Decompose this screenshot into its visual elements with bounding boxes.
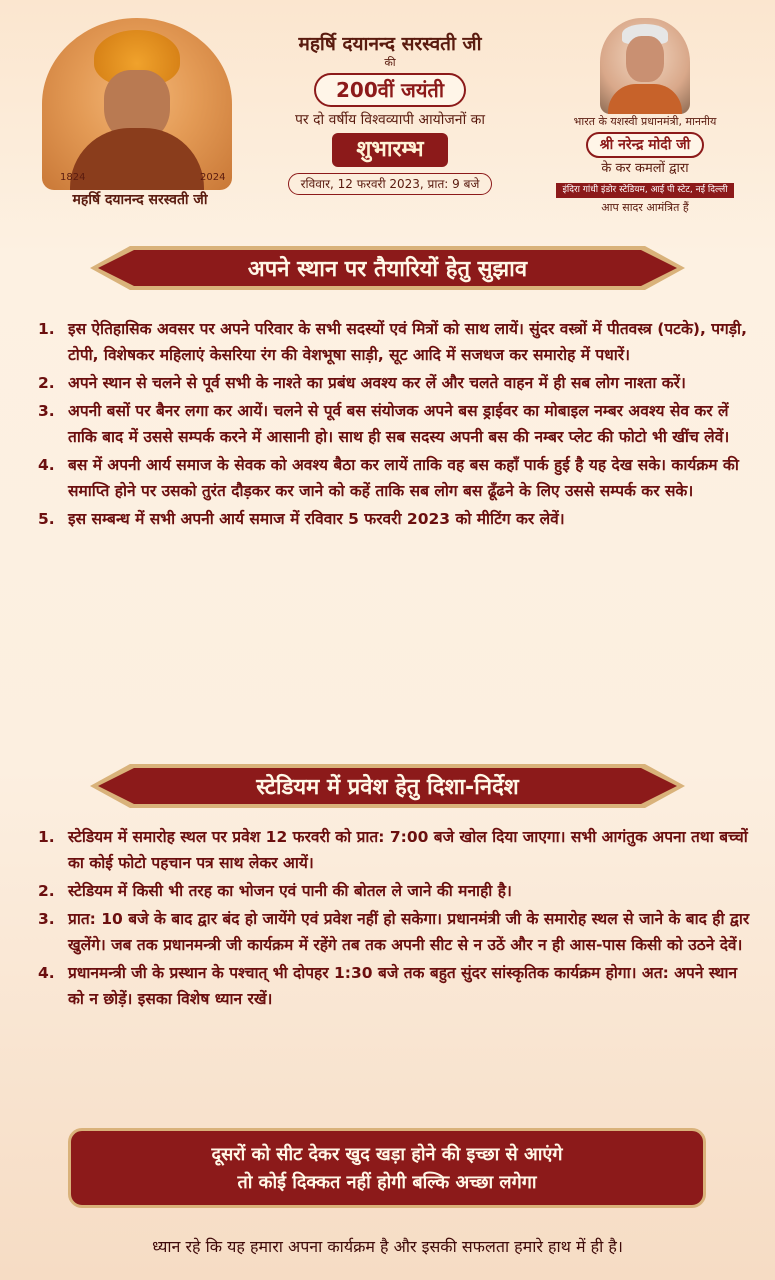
footer-note: ध्यान रहे कि यह हमारा अपना कार्यक्रम है और इसकी सफलता हमारे हाथ में ही है। [152,1237,623,1256]
portrait-caption: महर्षि दयानन्द सरस्वती जी [72,192,208,208]
event-subline: पर दो वर्षीय विश्वव्यापी आयोजनों का [294,112,486,128]
portrait-pm-image [600,18,690,114]
callout-line2: तो कोई दिक्कत नहीं होगी बल्कि अच्छा लगेगा [237,1172,537,1193]
anniversary-year: 2024 [200,172,226,183]
pm-title: भारत के यशस्वी प्रधानमंत्री, माननीय [573,115,717,128]
list-item: 3. प्रात: 10 बजे के बाद द्वार बंद हो जायेंगे एवं प्रवेश नहीं हो सकेगा। प्रधानमंत्री जी के समारोह स्थल से जाने के बाद ही द्वार खुलेंगे। जब तक प्रधानमन्त्री जी कार्यक्रम में रहेंगे तब तक अपनी सीट से न उठें और न ही आस-पास किसी को उठने देवें। [38,910,750,954]
chief-guest-block [530,114,760,215]
list-item: 5. इस सम्बन्ध में सभी अपनी आर्य समाज में रविवार 5 फरवरी 2023 को मीटिंग कर लेवें। [38,510,565,528]
event-ki: की [384,56,396,69]
section1-banner [90,242,685,294]
list-item: 1. स्टेडियम में समारोह स्थल पर प्रवेश 12 फरवरी को प्रात: 7:00 बजे खोल दिया जाएगा। सभी आगंतुक अपना तथा बच्चों का कोई फोटो पहचान पत्र साथ लेकर आयें। [38,828,748,872]
jayanti-badge: 200वीं जयंती [314,73,466,107]
list-item: 4. बस में अपनी आर्य समाज के सेवक को अवश्य बैठा कर लायें ताकि वह बस कहाँ पार्क हुई है यह देख सके। कार्यक्रम की समाप्ति होने पर उसको तुरंत दौड़कर कर जाने को कहें ताकि सब लोग बस ढूँढने के लिए उससे सम्पर्क कर सके। [38,456,739,500]
event-heading [245,32,535,195]
list-item: 2. स्टेडियम में किसी भी तरह का भोजन एवं पानी की बोतल ले जाने की मनाही है। [38,882,512,900]
list-item: 2. अपने स्थान से चलने से पूर्व सभी के नाश्ते का प्रबंध अवश्य कर लें और चलते वाहन में ही सब लोग नाश्ता करें। [38,374,686,392]
event-title: महर्षि दयानन्द सरस्वती जी [298,33,482,55]
invite-text: आप सादर आमंत्रित हैं [601,201,689,214]
shubharambh-badge: शुभारम्भ [332,133,447,167]
portrait-dayanand-image [42,18,232,190]
section2-banner [90,760,685,812]
callout-line1: दूसरों को सीट देकर खुद खड़ा होने की इच्छा से आएंगे [211,1144,563,1165]
list-item: 4. प्रधानमन्त्री जी के प्रस्थान के पश्चात् भी दोपहर 1:30 बजे तक बहुत सुंदर सांस्कृतिक कार्यक्रम होगा। अत: अपने स्थान को न छोड़ें। इसका विशेष ध्यान रखें। [38,964,738,1008]
section1-heading: अपने स्थान पर तैयारियों हेतु सुझाव [247,257,528,282]
pm-line: के कर कमलों द्वारा [601,161,689,176]
list-item: 3. अपनी बसों पर बैनर लगा कर आयें। चलने से पूर्व बस संयोजक अपने बस ड्राईवर का मोबाइल नम्बर अवश्य सेव कर लें ताकि बाद में उससे सम्पर्क करने में आसानी हो। साथ ही सब सदस्य अपनी बस की नम्बर प्लेट की फोटो भी खींच लेवें। [38,402,730,446]
event-date: रविवार, 12 फरवरी 2023, प्रात: 9 बजे [288,173,493,195]
venue-strip: इंदिरा गांधी इंडोर स्टेडियम, आई पी स्टेट, नई दिल्ली [556,183,733,198]
preparation-list [30,316,750,532]
callout-box [68,1128,706,1208]
birth-year: 1824 [60,172,86,183]
stadium-guidelines-list [30,824,750,1012]
pm-name-badge: श्री नरेन्द्र मोदी जी [586,132,705,158]
section2-heading: स्टेडियम में प्रवेश हेतु दिशा-निर्देश [256,775,519,800]
list-item: 1. इस ऐतिहासिक अवसर पर अपने परिवार के सभी सदस्यों एवं मित्रों को साथ लायें। सुंदर वस्त्रों में पीतवस्त्र (पटके), पगड़ी, टोपी, विशेषकर महिलाएं केसरिया रंग की वेशभूषा साड़ी, सूट आदि में सजधज कर समारोह में पधारें। [38,320,747,364]
